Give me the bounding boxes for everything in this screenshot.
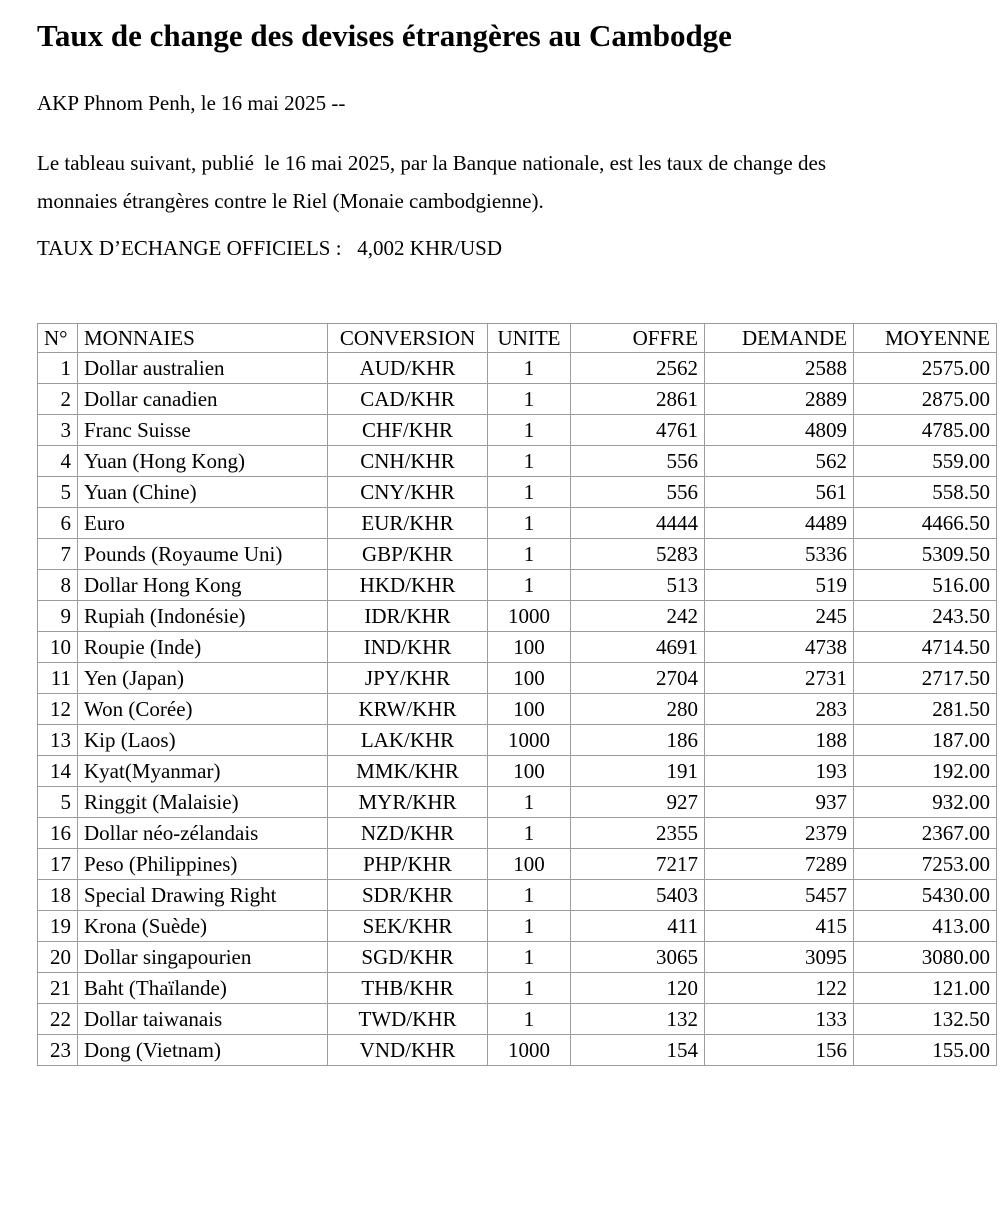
cell-offer: 2861 bbox=[571, 384, 705, 415]
table-row bbox=[38, 446, 997, 477]
cell-demand: 2889 bbox=[705, 384, 854, 415]
cell-unit: 1 bbox=[488, 415, 571, 446]
cell-demand: 5457 bbox=[705, 880, 854, 911]
cell-currency: Pounds (Royaume Uni) bbox=[78, 539, 328, 570]
cell-demand: 4809 bbox=[705, 415, 854, 446]
cell-unit: 1 bbox=[488, 787, 571, 818]
cell-currency: Dollar singapourien bbox=[78, 942, 328, 973]
cell-conversion: SEK/KHR bbox=[328, 911, 488, 942]
cell-conversion: LAK/KHR bbox=[328, 725, 488, 756]
intro-line-2: monnaies étrangères contre le Riel (Monaie cambodgienne). bbox=[37, 189, 544, 213]
cell-no: 12 bbox=[38, 694, 78, 725]
cell-offer: 191 bbox=[571, 756, 705, 787]
cell-currency: Euro bbox=[78, 508, 328, 539]
cell-offer: 4691 bbox=[571, 632, 705, 663]
table-row bbox=[38, 539, 997, 570]
cell-demand: 193 bbox=[705, 756, 854, 787]
cell-average: 5430.00 bbox=[854, 880, 997, 911]
exchange-rates-table bbox=[37, 323, 997, 1066]
cell-average: 132.50 bbox=[854, 1004, 997, 1035]
cell-conversion: SDR/KHR bbox=[328, 880, 488, 911]
cell-unit: 1 bbox=[488, 477, 571, 508]
table-row bbox=[38, 818, 997, 849]
cell-currency: Dollar canadien bbox=[78, 384, 328, 415]
cell-no: 1 bbox=[38, 353, 78, 384]
cell-no: 19 bbox=[38, 911, 78, 942]
column-header-no: N° bbox=[38, 324, 78, 353]
official-rate-line: TAUX D’ECHANGE OFFICIELS : 4,002 KHR/USD bbox=[37, 236, 502, 260]
cell-offer: 5283 bbox=[571, 539, 705, 570]
cell-average: 2575.00 bbox=[854, 353, 997, 384]
table-row bbox=[38, 384, 997, 415]
intro-paragraph bbox=[37, 144, 963, 220]
cell-demand: 283 bbox=[705, 694, 854, 725]
cell-unit: 1 bbox=[488, 1004, 571, 1035]
table-row bbox=[38, 849, 997, 880]
cell-no: 11 bbox=[38, 663, 78, 694]
table-row bbox=[38, 1004, 997, 1035]
cell-no: 8 bbox=[38, 570, 78, 601]
cell-currency: Roupie (Inde) bbox=[78, 632, 328, 663]
cell-conversion: MMK/KHR bbox=[328, 756, 488, 787]
cell-unit: 1 bbox=[488, 384, 571, 415]
cell-demand: 937 bbox=[705, 787, 854, 818]
cell-conversion: GBP/KHR bbox=[328, 539, 488, 570]
cell-unit: 1 bbox=[488, 570, 571, 601]
cell-no: 3 bbox=[38, 415, 78, 446]
cell-unit: 1 bbox=[488, 353, 571, 384]
table-row bbox=[38, 663, 997, 694]
cell-currency: Krona (Suède) bbox=[78, 911, 328, 942]
cell-demand: 5336 bbox=[705, 539, 854, 570]
cell-offer: 3065 bbox=[571, 942, 705, 973]
cell-unit: 1000 bbox=[488, 1035, 571, 1066]
cell-currency: Won (Corée) bbox=[78, 694, 328, 725]
cell-unit: 100 bbox=[488, 632, 571, 663]
cell-demand: 3095 bbox=[705, 942, 854, 973]
cell-unit: 1 bbox=[488, 911, 571, 942]
table-row bbox=[38, 725, 997, 756]
cell-demand: 415 bbox=[705, 911, 854, 942]
table-row bbox=[38, 601, 997, 632]
cell-currency: Dong (Vietnam) bbox=[78, 1035, 328, 1066]
cell-demand: 561 bbox=[705, 477, 854, 508]
cell-average: 7253.00 bbox=[854, 849, 997, 880]
cell-currency: Baht (Thaïlande) bbox=[78, 973, 328, 1004]
table-row bbox=[38, 787, 997, 818]
cell-offer: 186 bbox=[571, 725, 705, 756]
table-row bbox=[38, 1035, 997, 1066]
cell-offer: 4761 bbox=[571, 415, 705, 446]
cell-unit: 1000 bbox=[488, 725, 571, 756]
cell-currency: Dollar taiwanais bbox=[78, 1004, 328, 1035]
cell-average: 121.00 bbox=[854, 973, 997, 1004]
cell-average: 5309.50 bbox=[854, 539, 997, 570]
cell-average: 558.50 bbox=[854, 477, 997, 508]
cell-demand: 2731 bbox=[705, 663, 854, 694]
cell-currency: Dollar Hong Kong bbox=[78, 570, 328, 601]
cell-no: 7 bbox=[38, 539, 78, 570]
table-row bbox=[38, 942, 997, 973]
cell-no: 13 bbox=[38, 725, 78, 756]
cell-demand: 2379 bbox=[705, 818, 854, 849]
page-title: Taux de change des devises étrangères au Cambodge bbox=[37, 18, 732, 53]
column-header-demand: DEMANDE bbox=[705, 324, 854, 353]
cell-unit: 100 bbox=[488, 663, 571, 694]
cell-conversion: CHF/KHR bbox=[328, 415, 488, 446]
cell-demand: 133 bbox=[705, 1004, 854, 1035]
cell-no: 4 bbox=[38, 446, 78, 477]
table-row bbox=[38, 477, 997, 508]
cell-conversion: AUD/KHR bbox=[328, 353, 488, 384]
table-body bbox=[38, 353, 997, 1066]
cell-currency: Yen (Japan) bbox=[78, 663, 328, 694]
cell-unit: 1 bbox=[488, 973, 571, 1004]
cell-offer: 513 bbox=[571, 570, 705, 601]
table-row bbox=[38, 508, 997, 539]
cell-demand: 122 bbox=[705, 973, 854, 1004]
cell-unit: 1 bbox=[488, 508, 571, 539]
cell-no: 21 bbox=[38, 973, 78, 1004]
table-row bbox=[38, 570, 997, 601]
cell-conversion: VND/KHR bbox=[328, 1035, 488, 1066]
cell-demand: 519 bbox=[705, 570, 854, 601]
cell-conversion: IND/KHR bbox=[328, 632, 488, 663]
cell-offer: 280 bbox=[571, 694, 705, 725]
cell-no: 2 bbox=[38, 384, 78, 415]
cell-currency: Peso (Philippines) bbox=[78, 849, 328, 880]
cell-offer: 2355 bbox=[571, 818, 705, 849]
table-row bbox=[38, 632, 997, 663]
cell-offer: 154 bbox=[571, 1035, 705, 1066]
table-row bbox=[38, 353, 997, 384]
cell-no: 17 bbox=[38, 849, 78, 880]
cell-demand: 7289 bbox=[705, 849, 854, 880]
cell-average: 559.00 bbox=[854, 446, 997, 477]
column-header-conversion: CONVERSION bbox=[328, 324, 488, 353]
cell-unit: 1 bbox=[488, 942, 571, 973]
cell-unit: 1000 bbox=[488, 601, 571, 632]
cell-no: 16 bbox=[38, 818, 78, 849]
cell-unit: 100 bbox=[488, 756, 571, 787]
cell-conversion: CNY/KHR bbox=[328, 477, 488, 508]
cell-conversion: KRW/KHR bbox=[328, 694, 488, 725]
cell-demand: 562 bbox=[705, 446, 854, 477]
table-header-row bbox=[38, 324, 997, 353]
cell-average: 4466.50 bbox=[854, 508, 997, 539]
cell-demand: 245 bbox=[705, 601, 854, 632]
cell-offer: 556 bbox=[571, 446, 705, 477]
cell-conversion: CNH/KHR bbox=[328, 446, 488, 477]
cell-no: 23 bbox=[38, 1035, 78, 1066]
column-header-currency: MONNAIES bbox=[78, 324, 328, 353]
cell-demand: 156 bbox=[705, 1035, 854, 1066]
cell-currency: Kip (Laos) bbox=[78, 725, 328, 756]
cell-conversion: THB/KHR bbox=[328, 973, 488, 1004]
cell-unit: 100 bbox=[488, 849, 571, 880]
cell-average: 413.00 bbox=[854, 911, 997, 942]
cell-average: 2875.00 bbox=[854, 384, 997, 415]
cell-conversion: EUR/KHR bbox=[328, 508, 488, 539]
cell-currency: Dollar australien bbox=[78, 353, 328, 384]
cell-offer: 120 bbox=[571, 973, 705, 1004]
cell-currency: Dollar néo-zélandais bbox=[78, 818, 328, 849]
table-row bbox=[38, 415, 997, 446]
intro-line-1: Le tableau suivant, publié le 16 mai 2025, par la Banque nationale, est les taux de change des bbox=[37, 151, 826, 175]
table-row bbox=[38, 973, 997, 1004]
table-row bbox=[38, 756, 997, 787]
cell-average: 187.00 bbox=[854, 725, 997, 756]
cell-demand: 4489 bbox=[705, 508, 854, 539]
cell-conversion: CAD/KHR bbox=[328, 384, 488, 415]
cell-conversion: MYR/KHR bbox=[328, 787, 488, 818]
cell-conversion: HKD/KHR bbox=[328, 570, 488, 601]
cell-no: 5 bbox=[38, 477, 78, 508]
cell-average: 281.50 bbox=[854, 694, 997, 725]
cell-offer: 7217 bbox=[571, 849, 705, 880]
table-row bbox=[38, 694, 997, 725]
cell-currency: Rupiah (Indonésie) bbox=[78, 601, 328, 632]
cell-no: 5 bbox=[38, 787, 78, 818]
cell-offer: 556 bbox=[571, 477, 705, 508]
cell-no: 20 bbox=[38, 942, 78, 973]
cell-conversion: TWD/KHR bbox=[328, 1004, 488, 1035]
cell-conversion: IDR/KHR bbox=[328, 601, 488, 632]
cell-offer: 2562 bbox=[571, 353, 705, 384]
cell-conversion: SGD/KHR bbox=[328, 942, 488, 973]
cell-average: 2367.00 bbox=[854, 818, 997, 849]
cell-conversion: PHP/KHR bbox=[328, 849, 488, 880]
cell-currency: Special Drawing Right bbox=[78, 880, 328, 911]
cell-offer: 411 bbox=[571, 911, 705, 942]
cell-unit: 1 bbox=[488, 446, 571, 477]
cell-average: 4714.50 bbox=[854, 632, 997, 663]
cell-offer: 4444 bbox=[571, 508, 705, 539]
cell-demand: 4738 bbox=[705, 632, 854, 663]
column-header-average: MOYENNE bbox=[854, 324, 997, 353]
cell-conversion: JPY/KHR bbox=[328, 663, 488, 694]
cell-no: 10 bbox=[38, 632, 78, 663]
cell-unit: 100 bbox=[488, 694, 571, 725]
cell-currency: Franc Suisse bbox=[78, 415, 328, 446]
column-header-offer: OFFRE bbox=[571, 324, 705, 353]
cell-demand: 188 bbox=[705, 725, 854, 756]
cell-currency: Kyat(Myanmar) bbox=[78, 756, 328, 787]
cell-no: 18 bbox=[38, 880, 78, 911]
cell-average: 4785.00 bbox=[854, 415, 997, 446]
cell-demand: 2588 bbox=[705, 353, 854, 384]
table-row bbox=[38, 911, 997, 942]
cell-offer: 927 bbox=[571, 787, 705, 818]
cell-currency: Ringgit (Malaisie) bbox=[78, 787, 328, 818]
cell-offer: 2704 bbox=[571, 663, 705, 694]
cell-no: 22 bbox=[38, 1004, 78, 1035]
cell-unit: 1 bbox=[488, 818, 571, 849]
cell-offer: 242 bbox=[571, 601, 705, 632]
cell-currency: Yuan (Chine) bbox=[78, 477, 328, 508]
cell-currency: Yuan (Hong Kong) bbox=[78, 446, 328, 477]
cell-no: 14 bbox=[38, 756, 78, 787]
cell-average: 155.00 bbox=[854, 1035, 997, 1066]
dateline: AKP Phnom Penh, le 16 mai 2025 -- bbox=[37, 91, 346, 115]
cell-unit: 1 bbox=[488, 539, 571, 570]
cell-offer: 5403 bbox=[571, 880, 705, 911]
cell-no: 6 bbox=[38, 508, 78, 539]
cell-average: 192.00 bbox=[854, 756, 997, 787]
cell-average: 2717.50 bbox=[854, 663, 997, 694]
cell-average: 243.50 bbox=[854, 601, 997, 632]
column-header-unit: UNITE bbox=[488, 324, 571, 353]
cell-average: 516.00 bbox=[854, 570, 997, 601]
cell-unit: 1 bbox=[488, 880, 571, 911]
cell-average: 932.00 bbox=[854, 787, 997, 818]
cell-conversion: NZD/KHR bbox=[328, 818, 488, 849]
table-row bbox=[38, 880, 997, 911]
cell-offer: 132 bbox=[571, 1004, 705, 1035]
cell-no: 9 bbox=[38, 601, 78, 632]
cell-average: 3080.00 bbox=[854, 942, 997, 973]
